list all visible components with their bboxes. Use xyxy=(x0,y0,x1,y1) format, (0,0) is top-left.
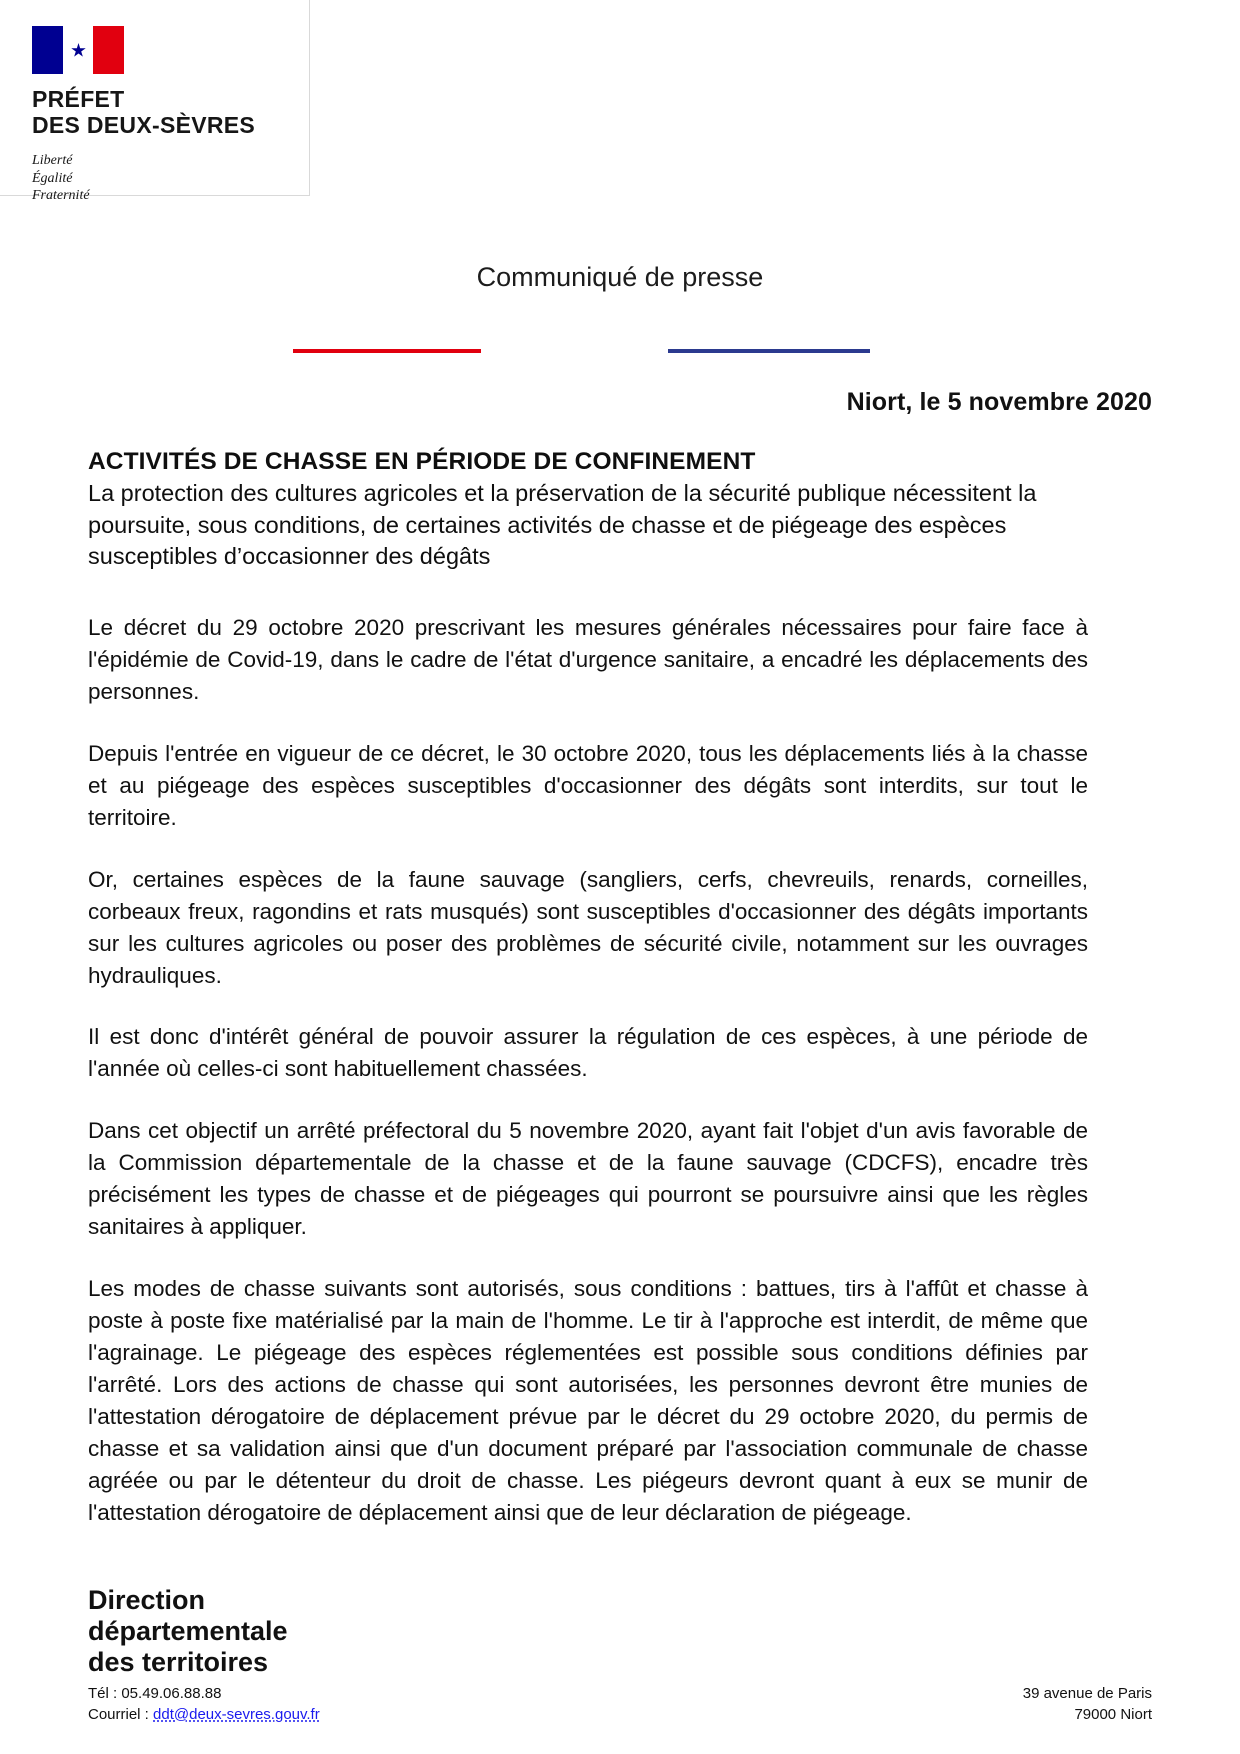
rule-red xyxy=(293,349,481,353)
institution-name-line1: PRÉFET xyxy=(32,86,125,112)
footer-direction-line2: départementale xyxy=(88,1615,288,1646)
footer-direction-line1: Direction xyxy=(88,1584,206,1615)
footer-address xyxy=(1023,1683,1152,1727)
body-paragraph: Depuis l'entrée en vigueur de ce décret, le 30 octobre 2020, tous les déplacements liés à la chasse et au piégeage des espèces susceptibles d'occasionner des dégâts sont interdits, sur tout le territoire. xyxy=(88,740,1088,830)
institution-name-line2: DES DEUX-SÈVRES xyxy=(32,111,256,138)
document-body xyxy=(88,446,1088,1529)
letterhead xyxy=(0,0,310,204)
footer-phone: Tél : 05.49.06.88.88 xyxy=(88,1684,222,1702)
flag-band-red xyxy=(93,26,124,74)
document-type-label: Communiqué de presse xyxy=(476,262,764,292)
footer-email-link[interactable]: ddt@deux-sevres.gouv.fr xyxy=(153,1706,320,1724)
rule-blue xyxy=(668,349,870,353)
motto-egalite: Égalité xyxy=(32,170,73,186)
document-subtitle: La protection des cultures agricoles et la préservation de la sécurité publique nécessitent la poursuite, sous conditions, de certaines activités de chasse et de piégeage des espèces susceptibles d’occasionner des dégâts xyxy=(88,480,1037,569)
body-paragraph: Les modes de chasse suivants sont autorisés, sous conditions : battues, tirs à l'affût et chasse à poste à poste fixe matérialisé par la main de l'homme. Le tir à l'approche est interdit, de même que l'agrainage. Le piégeage des espèces réglementées est possible sous conditions définies par l'arrêté. Lors des actions de chasse qui sont autorisées, les personnes devront être munies de l'attestation dérogatoire de déplacement prévue par le décret du 29 octobre 2020, du permis de chasse et sa validation ainsi que d'un document préparé par l'association communale de chasse agréée ou par le détenteur du droit de chasse. Les piégeurs devront quant à eux se munir de l'attestation dérogatoire de déplacement ainsi que de leur déclaration de piégeage. xyxy=(88,1276,1088,1525)
decorative-rules xyxy=(0,349,1240,355)
motto-liberte: Liberté xyxy=(32,152,73,168)
flag-band-white xyxy=(63,26,94,74)
document-footer xyxy=(88,1585,1152,1726)
body-paragraph: Dans cet objectif un arrêté préfectoral du 5 novembre 2020, ayant fait l'objet d'un avis favorable de la Commission départementale de la chasse et de la faune sauvage (CDCFS), encadre très précisément les types de chasse et de piégeages qui pourront se poursuivre ainsi que les règles sanitaires à appliquer. xyxy=(88,1118,1088,1240)
page-title: ACTIVITÉS DE CHASSE EN PÉRIODE DE CONFINEMENT xyxy=(88,448,756,475)
footer-email-row xyxy=(88,1704,320,1726)
footer-email-label: Courriel : xyxy=(88,1706,154,1724)
body-paragraph: Or, certaines espèces de la faune sauvage (sangliers, cerfs, chevreuils, renards, corneilles, corbeaux freux, ragondins et rats musqués) sont susceptibles d'occasionner des dégâts importants sur les cultures agricoles ou poser des problèmes de sécurité civile, notamment sur les ouvrages hydrauliques. xyxy=(88,866,1088,988)
flag-band-blue xyxy=(32,26,63,74)
footer-direction-name xyxy=(88,1585,1152,1679)
motto-fraternite: Fraternité xyxy=(32,188,90,204)
republic-motto xyxy=(32,152,309,205)
body-paragraph: Il est donc d'intérêt général de pouvoir assurer la régulation de ces espèces, à une période de l'année où celles-ci sont habituellement chassées. xyxy=(88,1024,1088,1082)
footer-contact xyxy=(88,1683,320,1727)
footer-address-line2: 79000 Niort xyxy=(1074,1706,1152,1724)
french-flag-icon xyxy=(32,26,124,74)
body-paragraph: Le décret du 29 octobre 2020 prescrivant les mesures générales nécessaires pour faire face à l'épidémie de Covid-19, dans le cadre de l'état d'urgence sanitaire, a encadré les déplacements des personnes. xyxy=(88,615,1088,704)
place-and-date: Niort, le 5 novembre 2020 xyxy=(846,388,1152,416)
footer-direction-line3: des territoires xyxy=(88,1647,269,1678)
footer-address-line1: 39 avenue de Paris xyxy=(1022,1684,1152,1702)
